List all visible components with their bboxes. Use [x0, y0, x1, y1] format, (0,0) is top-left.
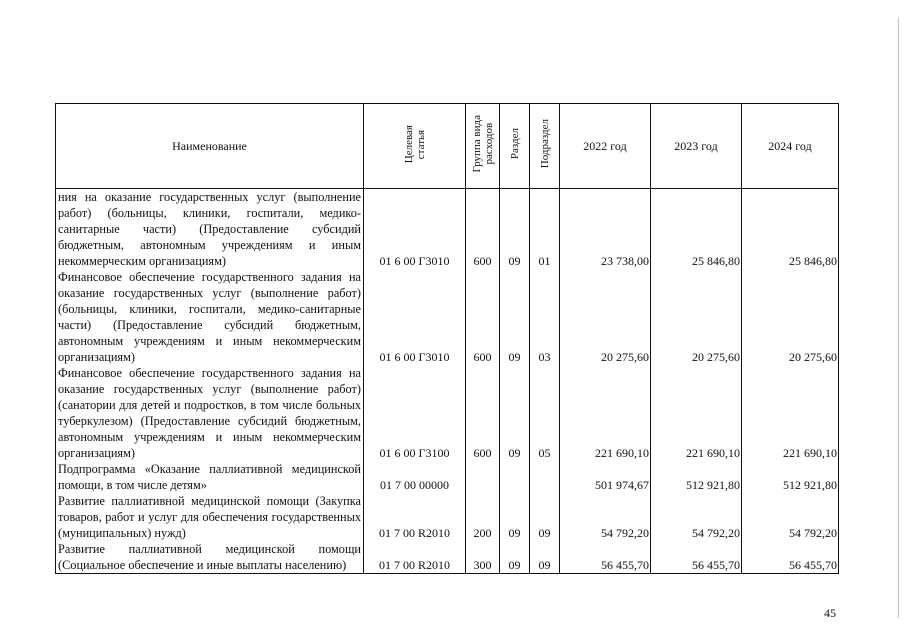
row-2023: 221 690,10: [651, 365, 742, 461]
row-section: [500, 461, 530, 493]
row-section: 09: [500, 269, 530, 365]
row-2024: 54 792,20: [742, 493, 839, 541]
header-section-label: Раздел: [508, 128, 521, 160]
page-edge-line: [898, 18, 899, 618]
row-section: 09: [500, 365, 530, 461]
row-2022: 221 690,10: [560, 365, 651, 461]
row-name: Подпрограмма «Оказание паллиативной медицинской помощи, в том числе детям»: [56, 461, 364, 493]
row-2023: 25 846,80: [651, 189, 742, 270]
row-name: ния на оказание государственных услуг (выполнение работ) (больницы, клиники, госпитали, медико-санитарные части) (Предоставление субсидий бюджетным, автономным учреждениям и иным некоммерческим организациям): [56, 189, 364, 270]
row-code: 01 6 00 Г3010: [364, 189, 466, 270]
row-2023: 54 792,20: [651, 493, 742, 541]
header-target: [364, 104, 466, 189]
header-target-label: Целевая статья: [402, 124, 427, 164]
row-2023: 56 455,70: [651, 541, 742, 574]
row-section: 09: [500, 493, 530, 541]
header-name: Наименование: [56, 104, 364, 189]
header-subsection-label: Подраздел: [538, 119, 551, 169]
row-name: Финансовое обеспечение государственного задания на оказание государственных услуг (выполнение работ) (санатории для детей и подростков, в том числе больных туберкулезом) (Предоставление субсидий бюджетным, автономным учреждениям и иным некоммерческим организациям): [56, 365, 364, 461]
row-subsection: 05: [530, 365, 560, 461]
row-code: 01 7 00 R2010: [364, 493, 466, 541]
budget-table: [55, 103, 839, 574]
row-group: 600: [466, 269, 500, 365]
row-2024: 221 690,10: [742, 365, 839, 461]
row-2022: 56 455,70: [560, 541, 651, 574]
row-2022: 23 738,00: [560, 189, 651, 270]
table-row: [56, 493, 839, 541]
row-subsection: 09: [530, 541, 560, 574]
row-code: 01 7 00 R2010: [364, 541, 466, 574]
row-2023: 512 921,80: [651, 461, 742, 493]
row-group: 200: [466, 493, 500, 541]
row-2022: 20 275,60: [560, 269, 651, 365]
row-2023: 20 275,60: [651, 269, 742, 365]
header-2023: 2023 год: [651, 104, 742, 189]
row-2022: 54 792,20: [560, 493, 651, 541]
row-group: 600: [466, 189, 500, 270]
row-code: 01 7 00 00000: [364, 461, 466, 493]
row-subsection: 01: [530, 189, 560, 270]
row-group: 300: [466, 541, 500, 574]
row-2024: 56 455,70: [742, 541, 839, 574]
row-section: 09: [500, 189, 530, 270]
table-row: [56, 365, 839, 461]
row-name: Развитие паллиативной медицинской помощи (Закупка товаров, работ и услуг для обеспечения государственных (муниципальных) нужд): [56, 493, 364, 541]
row-2022: 501 974,67: [560, 461, 651, 493]
table-row: [56, 461, 839, 493]
row-name: Развитие паллиативной медицинской помощи (Социальное обеспечение и иные выплаты населению): [56, 541, 364, 574]
table-row: [56, 541, 839, 574]
table-row: [56, 269, 839, 365]
row-2024: 20 275,60: [742, 269, 839, 365]
header-subsection: [530, 104, 560, 189]
header-group: [466, 104, 500, 189]
row-group: [466, 461, 500, 493]
row-subsection: 03: [530, 269, 560, 365]
header-2024: 2024 год: [742, 104, 839, 189]
row-code: 01 6 00 Г3010: [364, 269, 466, 365]
row-group: 600: [466, 365, 500, 461]
row-code: 01 6 00 Г3100: [364, 365, 466, 461]
row-section: 09: [500, 541, 530, 574]
table-header-row: [56, 104, 839, 189]
page-number: 45: [824, 606, 836, 620]
table-row: [56, 189, 839, 270]
row-2024: 512 921,80: [742, 461, 839, 493]
row-subsection: [530, 461, 560, 493]
row-2024: 25 846,80: [742, 189, 839, 270]
header-section: [500, 104, 530, 189]
header-group-label: Группа вида расходов: [470, 115, 495, 173]
row-subsection: 09: [530, 493, 560, 541]
row-name: Финансовое обеспечение государственного задания на оказание государственных услуг (выполнение работ) (больницы, клиники, госпитали, медико-санитарные части) (Предоставление субсидий бюджетным, автономным учреждениям и иным некоммерческим организациям): [56, 269, 364, 365]
header-2022: 2022 год: [560, 104, 651, 189]
